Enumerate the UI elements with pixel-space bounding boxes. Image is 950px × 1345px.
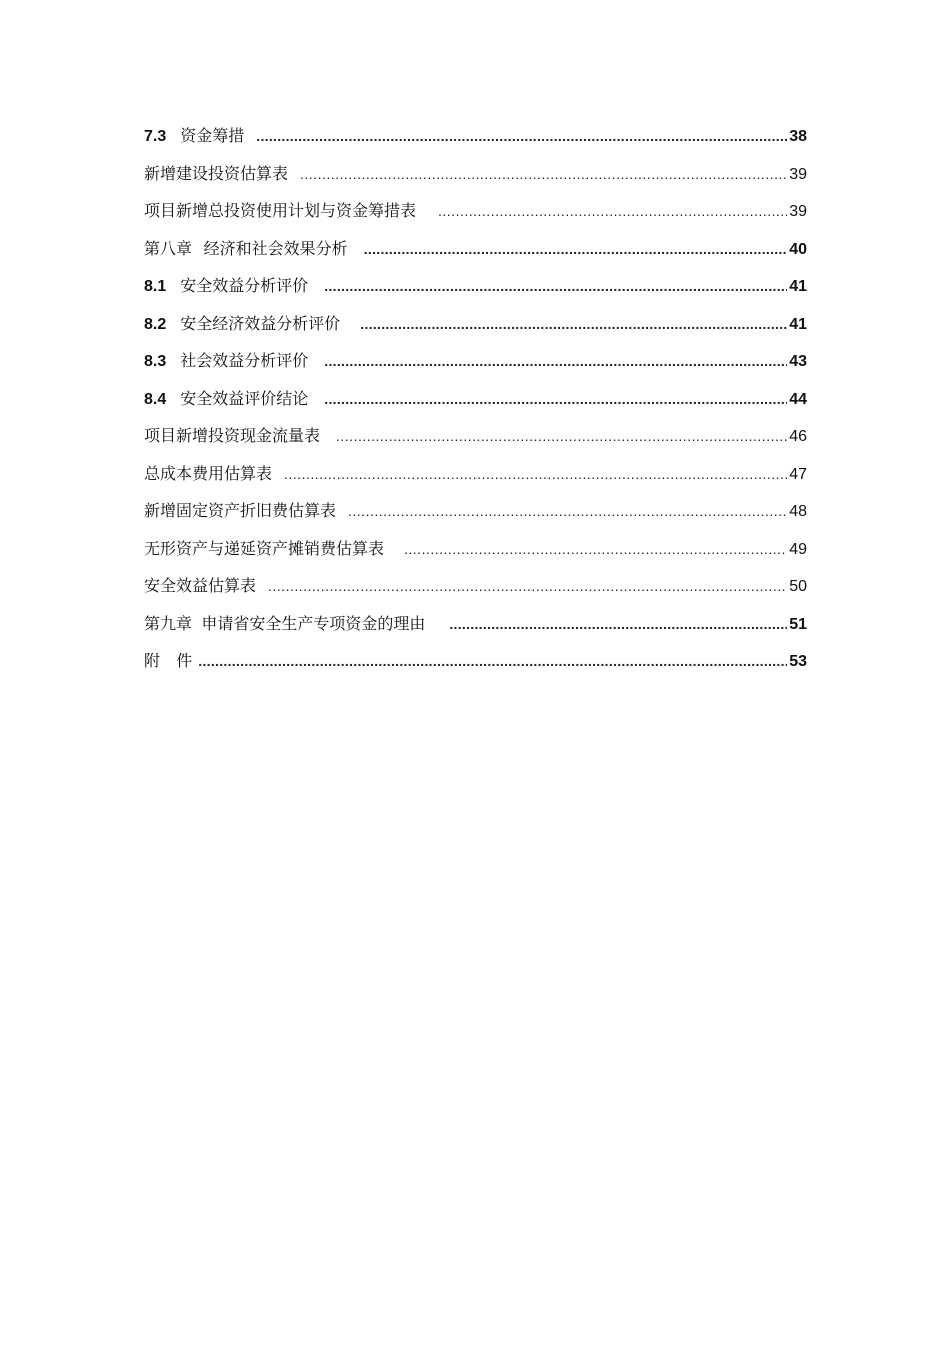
- entry-title: 安全效益评价结论: [180, 388, 309, 408]
- entry-title: 申请省安全生产专项资金的理由: [201, 613, 426, 633]
- toc-entry[interactable]: [144, 124, 807, 162]
- section-number: 8.1: [144, 278, 167, 295]
- toc-entry[interactable]: [144, 537, 807, 575]
- dot-leader: [364, 237, 788, 261]
- section-number: 8.4: [144, 390, 167, 408]
- table-of-contents: [144, 124, 807, 687]
- toc-entry[interactable]: [144, 274, 807, 312]
- dot-leader: [324, 274, 787, 298]
- chapter-label: 第九章: [144, 613, 193, 633]
- entry-title: 总成本费用估算表: [144, 463, 273, 483]
- page-number: 53: [789, 653, 807, 670]
- page-number: 49: [789, 540, 807, 558]
- page-number: 46: [789, 428, 807, 445]
- appendix-label-b: 件: [176, 651, 193, 670]
- page-number: 40: [789, 240, 807, 258]
- page-number: 43: [789, 353, 807, 370]
- section-number: 8.2: [144, 315, 167, 333]
- toc-entry[interactable]: [144, 237, 807, 275]
- dot-leader: [256, 124, 787, 148]
- toc-entry[interactable]: [144, 312, 807, 350]
- dot-leader: [284, 462, 787, 486]
- toc-entry[interactable]: [144, 499, 807, 537]
- entry-title: 安全经济效益分析评价: [180, 313, 341, 333]
- dot-leader: [300, 162, 787, 186]
- entry-title: 新增建设投资估算表: [144, 163, 289, 183]
- dot-leader: [268, 574, 787, 598]
- page-number: 39: [789, 165, 807, 183]
- page-number: 41: [789, 278, 807, 295]
- toc-entry[interactable]: [144, 649, 807, 687]
- section-number: 8.3: [144, 353, 167, 370]
- entry-title: 社会效益分析评价: [180, 351, 309, 370]
- entry-title: 经济和社会效果分析: [203, 238, 348, 258]
- toc-entry[interactable]: [144, 387, 807, 425]
- dot-leader: [324, 349, 787, 373]
- entry-title: 项目新增总投资使用计划与资金筹措表: [144, 201, 417, 220]
- page-number: 41: [789, 315, 807, 333]
- section-number: 7.3: [144, 128, 167, 145]
- entry-title: 项目新增投资现金流量表: [144, 426, 321, 445]
- dot-leader: [449, 612, 787, 636]
- page-number: 39: [789, 203, 807, 220]
- toc-entry[interactable]: [144, 462, 807, 500]
- page-number: 50: [789, 578, 807, 595]
- appendix-label-a: 附: [144, 651, 161, 670]
- toc-entry[interactable]: [144, 199, 807, 237]
- dot-leader: [360, 312, 787, 336]
- toc-entry[interactable]: [144, 349, 807, 387]
- dot-leader: [324, 387, 787, 411]
- entry-title: 安全效益分析评价: [180, 276, 309, 295]
- toc-entry[interactable]: [144, 162, 807, 200]
- entry-title: 安全效益估算表: [144, 576, 257, 595]
- dot-leader: [198, 649, 787, 673]
- dot-leader: [404, 537, 787, 561]
- page-number: 51: [789, 615, 807, 633]
- page-number: 38: [789, 128, 807, 145]
- entry-title: 资金筹措: [180, 126, 245, 145]
- dot-leader: [438, 199, 787, 223]
- toc-entry[interactable]: [144, 574, 807, 612]
- entry-title: 新增固定资产折旧费估算表: [144, 501, 337, 520]
- page-number: 47: [789, 465, 807, 483]
- toc-entry[interactable]: [144, 612, 807, 650]
- chapter-label: 第八章: [144, 238, 193, 258]
- dot-leader: [336, 424, 787, 448]
- page-number: 48: [789, 503, 807, 520]
- dot-leader: [348, 499, 787, 523]
- toc-entry[interactable]: [144, 424, 807, 462]
- entry-title: 无形资产与递延资产摊销费估算表: [144, 538, 385, 558]
- page-number: 44: [789, 390, 807, 408]
